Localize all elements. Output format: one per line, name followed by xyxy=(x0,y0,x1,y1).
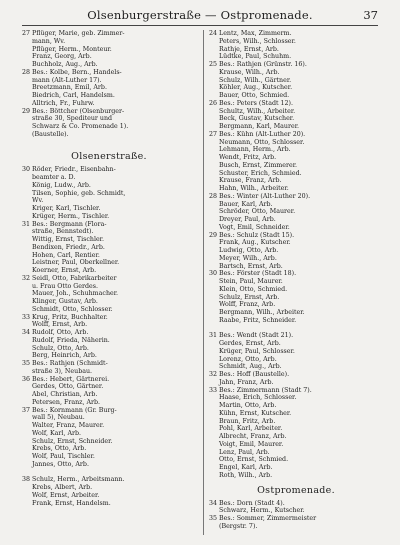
resident-line: mann (Alt-Luther 17). xyxy=(32,76,102,84)
resident-line: Krebs, Albert, Arb. xyxy=(32,484,93,491)
resident-line: Vogt, Emil, Schneider. xyxy=(219,223,290,231)
page-title: Olsenburgerstraße — Ostpromenade. xyxy=(87,8,313,22)
resident-line: Wittig, Ernst, Tischler. xyxy=(32,236,104,243)
resident-line: Walter, Franz, Maurer. xyxy=(32,422,105,429)
resident-line: Bergmann, Karl, Maurer. xyxy=(219,123,300,130)
house-entry: 29 Bes.: Böttcher (Olsenburger- xyxy=(22,107,125,115)
resident-line: straße 3), Neubau. xyxy=(32,367,93,375)
resident-line: Jahn, Franz, Arb. xyxy=(219,378,274,386)
resident-line: Martin, Otto, Arb. xyxy=(219,402,277,409)
resident-line: Bauer, Karl, Arb. xyxy=(219,200,273,208)
resident-line: beamter a. D. xyxy=(32,174,76,181)
resident-line: Wolf, Ernst, Arbeiter. xyxy=(32,491,100,499)
resident-line: Abel, Christian, Arb. xyxy=(32,391,98,398)
resident-line: Lehmann, Herm., Arb. xyxy=(219,146,291,154)
house-entry: 34 Rudolf, Otto, Arb. xyxy=(22,329,89,336)
resident-line: Stein, Paul, Maurer. xyxy=(219,278,283,285)
resident-line: wall 5), Neubau. xyxy=(32,414,85,422)
resident-line: Krebs, Otto, Arb. xyxy=(32,445,87,453)
resident-line: Bauer, Otto, Schmied. xyxy=(219,92,290,99)
resident-line: Albrecht, Franz, Arb. xyxy=(219,433,287,440)
resident-line: Meyer, Wilh., Arb. xyxy=(219,254,277,262)
resident-line: Haase, Erich, Schlosser. xyxy=(219,394,297,402)
house-entry: 27 Pflüger, Marie, geb. Zimmer- xyxy=(22,30,125,37)
resident-line: Mauer, Joh., Schuhmacher. xyxy=(32,290,119,298)
resident-line: Peters, Wilh., Schlosser. xyxy=(219,37,296,45)
resident-line: Gerdes, Otto, Gärtner. xyxy=(32,383,104,391)
street-heading: Olsenerstraße. xyxy=(71,151,147,163)
resident-line: Bartsch, Ernst, Arb. xyxy=(219,262,283,270)
resident-line: Kühn, Ernst, Kutscher. xyxy=(219,409,292,417)
resident-line: Neumann, Otto, Schlosser. xyxy=(219,138,305,146)
resident-line: Petersen, Franz, Arb. xyxy=(32,398,101,406)
resident-line: Jannes, Otto, Arb. xyxy=(32,460,89,468)
resident-line: Bendixen, Friedr., Arb. xyxy=(32,243,105,251)
page-header xyxy=(22,5,378,26)
resident-line: Wolf, Paul, Tischler. xyxy=(32,453,95,460)
resident-line: Rudolf, Frieda, Näherin. xyxy=(32,336,110,344)
resident-line: Frank, Aug., Kutscher. xyxy=(219,239,291,247)
street-heading: Ostpromenade. xyxy=(257,484,335,496)
resident-line: Leistner, Paul, Oberkellner. xyxy=(32,259,120,267)
left-column xyxy=(22,30,196,507)
spacer xyxy=(22,469,196,477)
resident-line: Wolff, Ernst, Arb. xyxy=(32,321,88,329)
resident-line: Schmidt, Otto, Schlosser. xyxy=(32,305,113,313)
resident-line: Lorenz, Otto, Arb. xyxy=(219,355,277,363)
resident-line: Dreyer, Paul, Arb. xyxy=(219,216,276,223)
resident-line: Schulz, Ernst, Arb. xyxy=(219,293,280,301)
house-entry: 29 Bes.: Schulz (Stadt 15). xyxy=(209,231,295,239)
resident-line: Franz, Georg, Arb. xyxy=(32,53,92,61)
resident-line: Bergmann, Wilh., Arbeiter. xyxy=(219,309,305,316)
resident-line: (Bergstr. 7). xyxy=(219,522,258,530)
house-entry: 35 Bes.: Sommer, Zimmermeister xyxy=(209,515,317,522)
resident-line: Krause, Wilh., Arb. xyxy=(219,68,280,76)
resident-line: Köhler, Aug., Kutscher. xyxy=(219,84,293,92)
resident-line: König, Ludw., Arb. xyxy=(32,181,91,189)
resident-line: Koerner, Ernst, Arb. xyxy=(32,267,97,274)
resident-line: Wolf, Karl, Arb. xyxy=(32,429,82,437)
house-entry: 32 Bes.: Hoff (Baustelle). xyxy=(209,371,290,378)
house-entry: 30 Bes.: Förster (Stadt 18). xyxy=(209,270,297,278)
resident-line: Schulz, Wilh., Gärtner. xyxy=(219,76,292,84)
resident-line: Lenz, Paul, Arb. xyxy=(219,448,270,456)
resident-line: Braun, Fritz, Arb. xyxy=(219,417,276,425)
page-number: 37 xyxy=(363,8,378,22)
resident-line: Hohen, Carl, Rentier. xyxy=(32,251,100,259)
house-entry: 31 Bes.: Wendt (Stadt 21). xyxy=(209,332,294,340)
resident-line: Buchholz, Aug., Arb. xyxy=(32,61,98,68)
resident-line: Schwarz, Herm., Kutscher. xyxy=(219,507,305,515)
house-entry: 24 Lentz, Max, Zimmerm. xyxy=(209,30,292,37)
house-entry: 26 Bes.: Peters (Stadt 12). xyxy=(209,99,293,107)
resident-line: Wendt, Fritz, Arb. xyxy=(219,154,277,161)
resident-line: Berg, Heinrich, Arb. xyxy=(32,352,97,360)
house-entry: 28 Bes.: Winter (Alt-Luther 20). xyxy=(209,192,311,200)
resident-line: u. Frau Otto Gerdes. xyxy=(32,282,99,290)
resident-line: Voigt, Emil, Maurer. xyxy=(219,440,284,448)
resident-line: Klinger, Gustav, Arb. xyxy=(32,298,98,305)
spacer xyxy=(209,325,383,333)
resident-line: Pflüger, Herm., Monteur. xyxy=(32,45,112,53)
house-entry: 25 Bes.: Rathjen (Grünstr. 16). xyxy=(209,61,307,68)
resident-line: Breetzmann, Emil, Arb. xyxy=(32,84,107,92)
resident-line: Tilsen, Sophie, geb. Schmidt, xyxy=(32,189,126,197)
house-entry: 28 Bes.: Kolbe, Bern., Handels- xyxy=(22,68,122,76)
resident-line: Schulz, Otto, Arb. xyxy=(32,344,89,352)
resident-line: straße, Bennstedt). xyxy=(32,228,94,236)
resident-line: Krause, Franz, Arb. xyxy=(219,177,282,185)
resident-line: Rathje, Ernst, Arb. xyxy=(219,45,279,53)
house-entry: 33 Bes.: Zimmermann (Stadt 7). xyxy=(209,386,312,394)
resident-line: Schwarz & Co. Promenade 1). xyxy=(32,123,129,130)
resident-line: Busch, Ernst, Zimmerer. xyxy=(219,161,298,169)
house-entry: 33 Krug, Fritz, Buchhalter. xyxy=(22,313,108,321)
right-column xyxy=(209,30,383,531)
resident-line: Schröder, Otto, Maurer. xyxy=(219,208,296,216)
resident-line: Wv. xyxy=(32,197,44,205)
resident-line: Otto, Ernst, Schmied. xyxy=(219,456,289,464)
resident-line: Pohl, Karl, Arbeiter. xyxy=(219,425,283,433)
resident-line: Biedrich, Carl, Handelsm. xyxy=(32,92,115,99)
resident-line: Kriger, Karl, Tischler. xyxy=(32,205,101,212)
house-entry: 35 Bes.: Rathjen (Schmidt- xyxy=(22,360,108,367)
house-entry: 36 Bes.: Hebert, Gärtnerei. xyxy=(22,375,110,383)
house-entry: 38 Schulz, Herm., Arbeitsmann. xyxy=(22,476,125,484)
resident-line: Beck, Gustav, Kutscher. xyxy=(219,115,295,123)
house-entry: 31 Bes.: Bergmann (Flora- xyxy=(22,220,107,228)
spacer xyxy=(22,139,196,147)
resident-line: Schulz, Ernst, Schneider. xyxy=(32,437,113,445)
resident-line: Raabe, Fritz, Schneider. xyxy=(219,316,297,324)
resident-line: Klein, Otto, Schmied. xyxy=(219,285,288,293)
house-entry: 37 Bes.: Kornmann (Gr. Burg- xyxy=(22,406,117,414)
resident-line: straße 30, Spediteur und xyxy=(32,115,113,123)
resident-line: Frank, Ernst, Handelsm. xyxy=(32,499,111,507)
resident-line: Alltrich, Fr., Fuhrw. xyxy=(32,99,95,107)
resident-line: Wolff, Franz, Arb. xyxy=(219,301,276,309)
resident-line: Ludwig, Otto, Arb. xyxy=(219,247,279,254)
house-entry: 30 Röder, Friedr., Eisenbahn- xyxy=(22,166,116,174)
resident-line: Schmidt, Aug., Arb. xyxy=(219,363,282,371)
resident-line: Gerdes, Ernst, Arb. xyxy=(219,340,281,347)
column-divider xyxy=(203,30,204,535)
resident-line: Roth, Wilh., Arb. xyxy=(219,471,273,479)
resident-line: Schuster, Erich, Schmied. xyxy=(219,169,302,177)
resident-line: Lüdtke, Paul, Schuhm. xyxy=(219,53,292,61)
resident-line: Krüger, Paul, Schlosser. xyxy=(219,347,295,355)
resident-line: Schultz, Wilh., Arbeiter. xyxy=(219,107,296,115)
resident-line: (Baustelle). xyxy=(32,130,69,138)
house-entry: 34 Bes.: Dorn (Stadt 4). xyxy=(209,499,285,507)
resident-line: mann, Wv. xyxy=(32,37,66,45)
house-entry: 32 Seidl, Otto, Fabrikarbeiter xyxy=(22,274,117,282)
resident-line: Hahn, Wilh., Arbeiter. xyxy=(219,185,289,192)
house-entry: 27 Bes.: Kühn (Alt-Luther 20). xyxy=(209,130,306,138)
resident-line: Engel, Karl, Arb. xyxy=(219,464,273,471)
resident-line: Krüger, Herm., Tischler. xyxy=(32,212,110,220)
